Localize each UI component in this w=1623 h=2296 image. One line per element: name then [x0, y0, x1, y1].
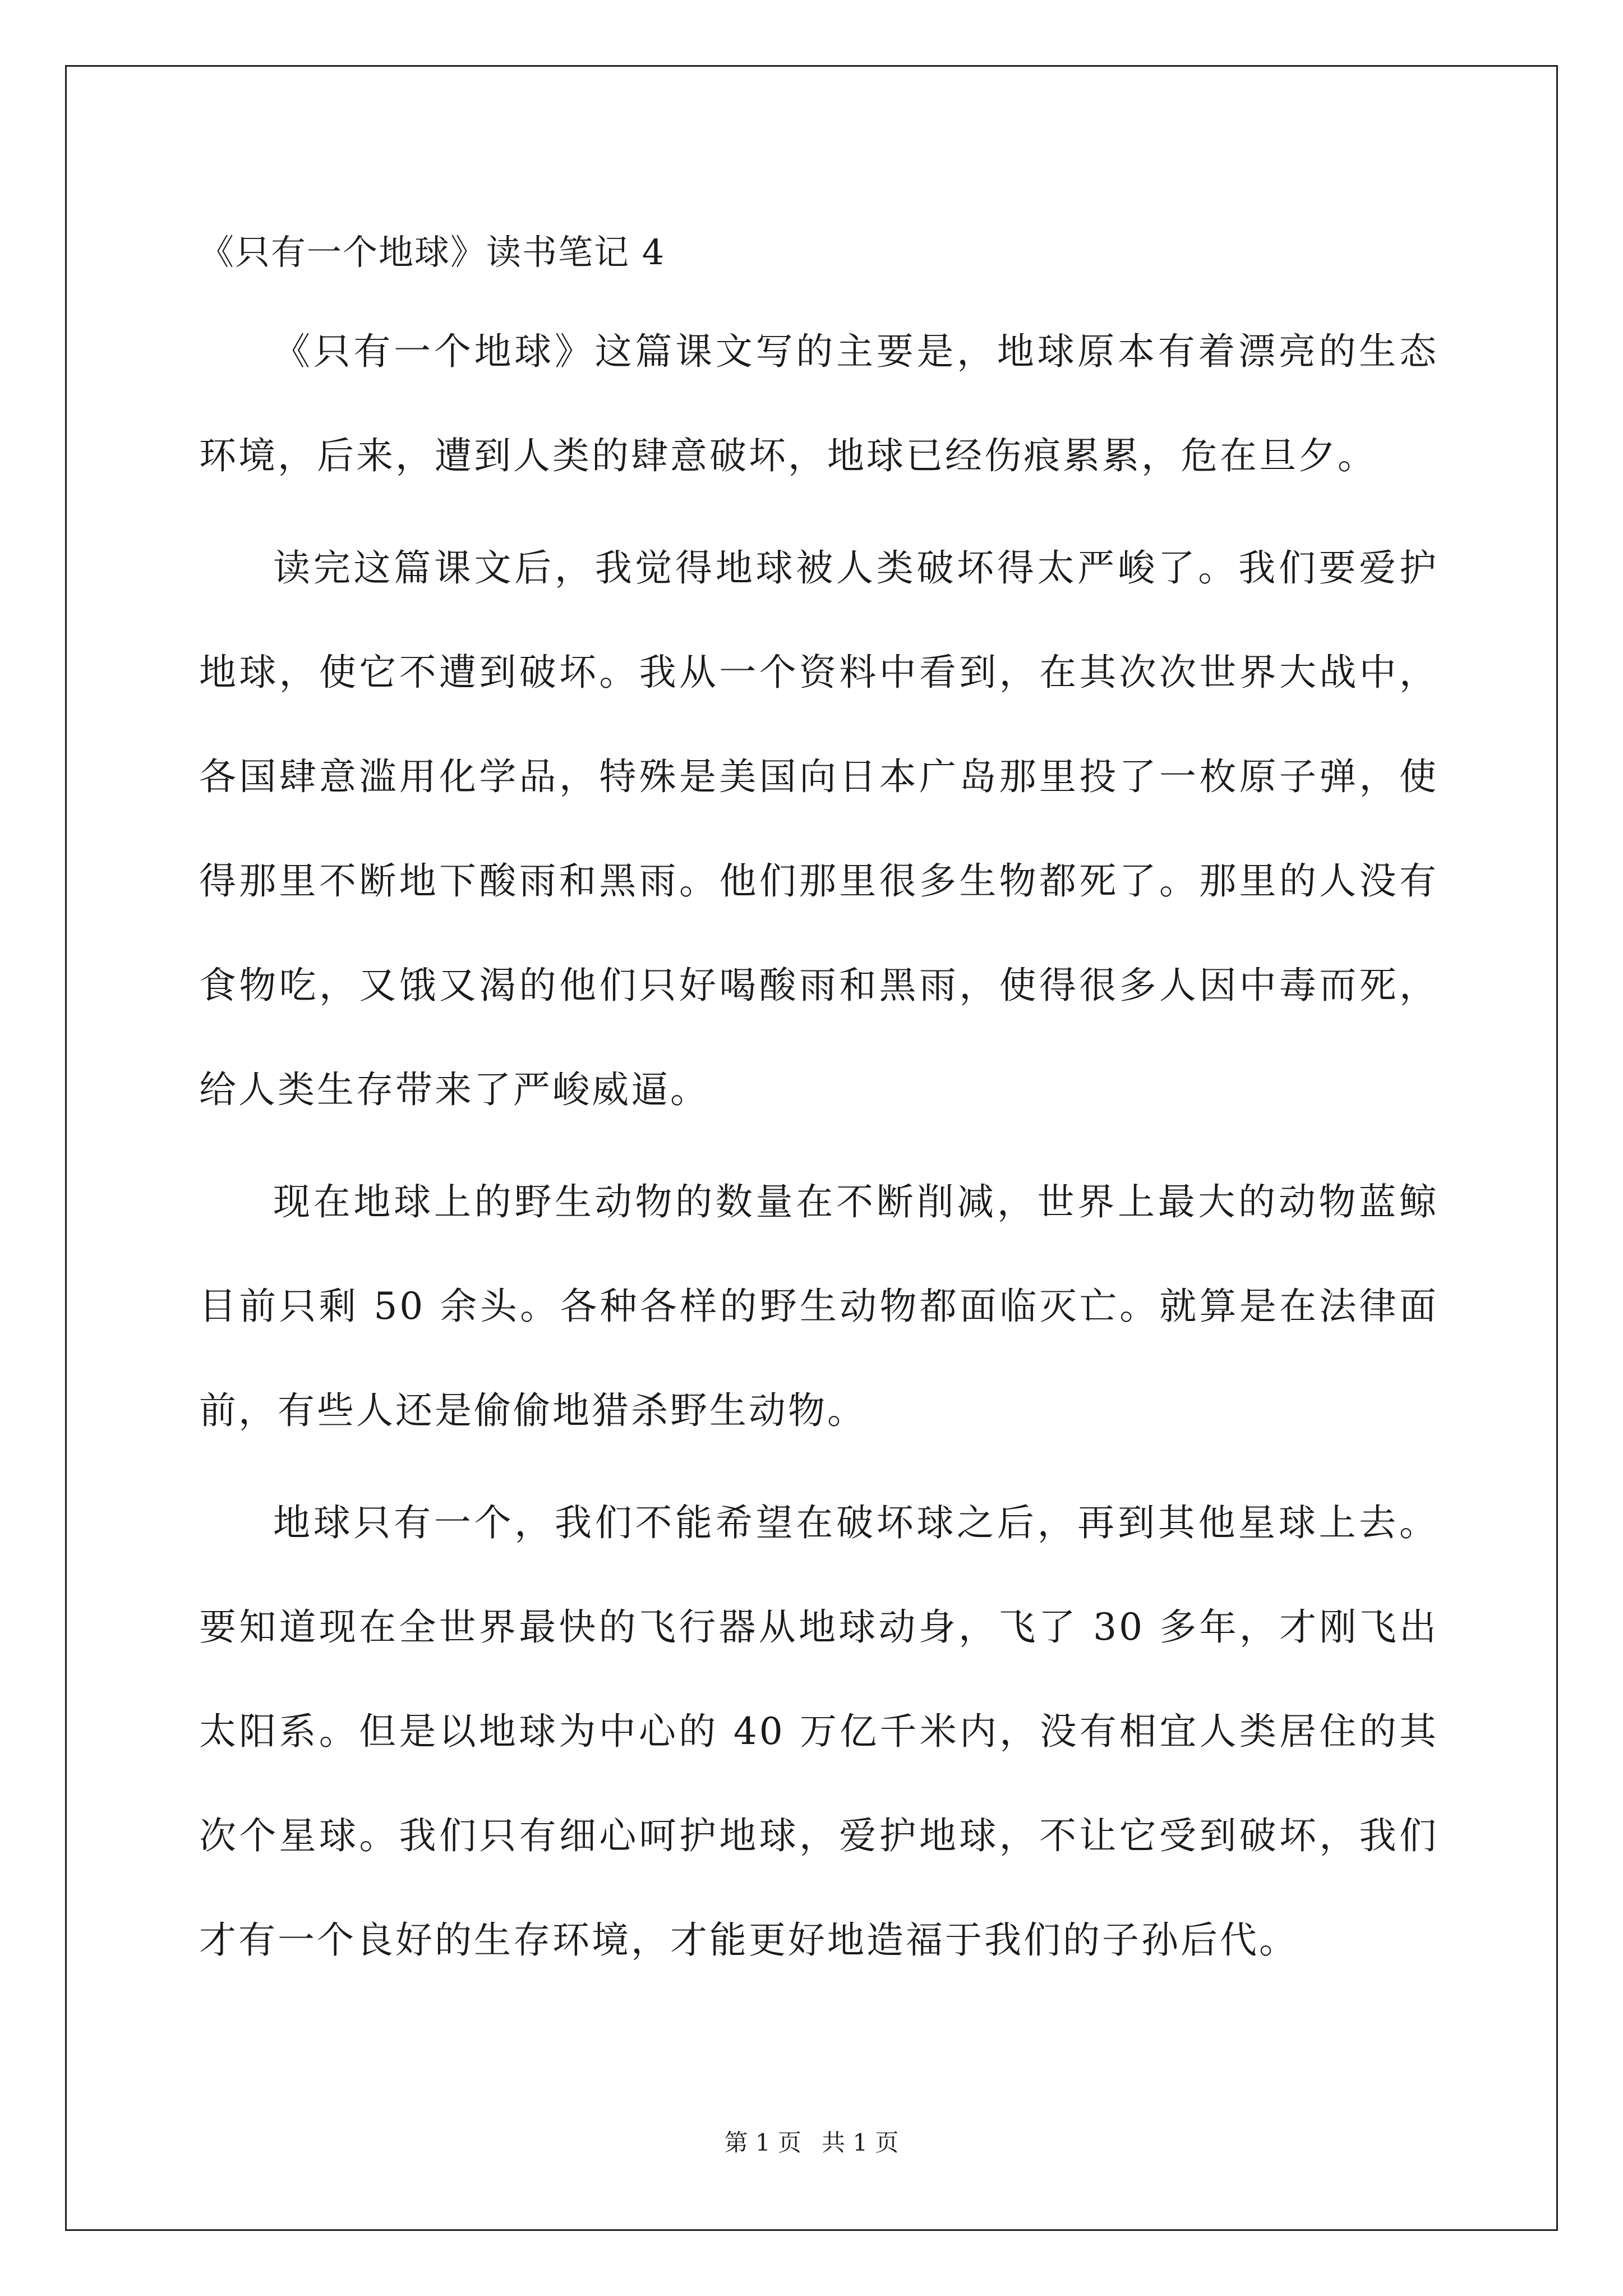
paragraph-2: 读完这篇课文后，我觉得地球被人类破坏得太严峻了。我们要爱护地球，使它不遭到破坏。我从一个资料中看到，在其次次世界大战中，各国肆意滥用化学品，特殊是美国向日本广岛那里投了一枚原子弹，使得那里不断地下酸雨和黑雨。他们那里很多生物都死了。那里的人没有食物吃，又饿又渴的他们只好喝酸雨和黑雨，使得很多人因中毒而死，给人类生存带来了严峻威逼。	[199, 546, 1438, 1111]
document-body	[199, 213, 1438, 1993]
paragraph-4: 地球只有一个，我们不能希望在破坏球之后，再到其他星球上去。要知道现在全世界最快的飞行器从地球动身，飞了 30 多年，才刚飞出太阳系。但是以地球为中心的 40 万亿千米内，没有相宜人类居住的其次个星球。我们只有细心呵护地球，爱护地球，不让它受到破坏，我们才有一个良好的生存环境，才能更好地造福于我们的子孙后代。	[199, 1501, 1438, 1962]
document-title: 《只有一个地球》读书笔记 4	[199, 232, 666, 273]
page-number-current: 第 1 页	[724, 2129, 801, 2156]
paragraph-1: 《只有一个地球》这篇课文写的主要是，地球原本有着漂亮的生态环境，后来，遭到人类的肆意破坏，地球已经伤痕累累，危在旦夕。	[199, 330, 1438, 477]
paragraph-3: 现在地球上的野生动物的数量在不断削减，世界上最大的动物蓝鲸目前只剩 50 余头。各种各样的野生动物都面临灭亡。就算是在法律面前，有些人还是偷偷地猎杀野生动物。	[199, 1180, 1438, 1432]
page-number-total: 共 1 页	[822, 2129, 899, 2156]
page-footer	[0, 2126, 1623, 2160]
